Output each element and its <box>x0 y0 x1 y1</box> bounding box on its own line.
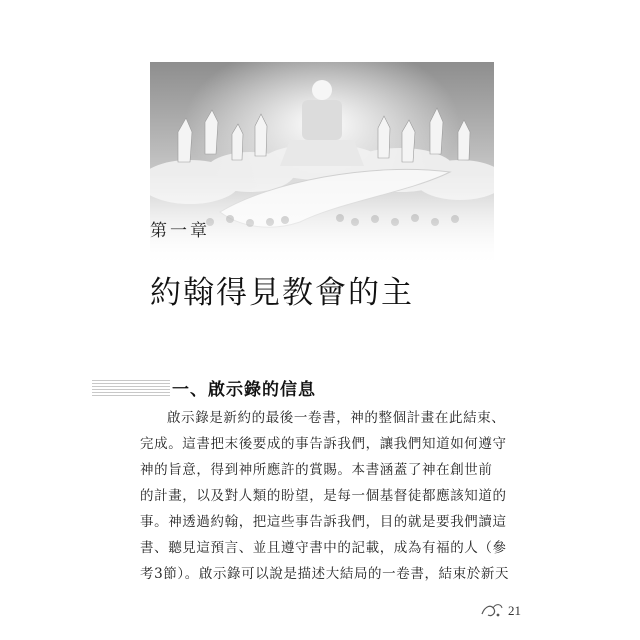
chapter-title: 約翰得見教會的主 <box>150 274 414 311</box>
chapter-label: 第一章 <box>150 221 210 241</box>
page-ornament-icon <box>479 600 505 622</box>
body-line: 事。神透過約翰，把這些事告訴我們，目的就是要我們讀這 <box>140 514 507 530</box>
body-line: 完成。這書把末後要成的事告訴我們，讓我們知道如何遵守 <box>140 436 507 452</box>
body-line: 書、聽見這預言、並且遵守書中的記載，成為有福的人（參 <box>140 540 507 556</box>
body-line: 啟示錄是新約的最後一卷書，神的整個計畫在此結束、 <box>167 410 506 426</box>
section-heading: 一、啟示錄的信息 <box>172 380 316 400</box>
body-line: 考3節）。啟示錄可以說是描述大結局的一卷書，結束於新天 <box>140 566 510 582</box>
body-paragraph <box>140 405 510 587</box>
body-line: 神的旨意，得到神所應許的賞賜。本書涵蓋了神在創世前 <box>140 462 493 478</box>
body-line: 的計畫，以及對人類的盼望，是每一個基督徒都應該知道的 <box>140 488 507 504</box>
section-stripe-decoration <box>92 380 170 398</box>
page-number: 21 <box>508 603 521 618</box>
